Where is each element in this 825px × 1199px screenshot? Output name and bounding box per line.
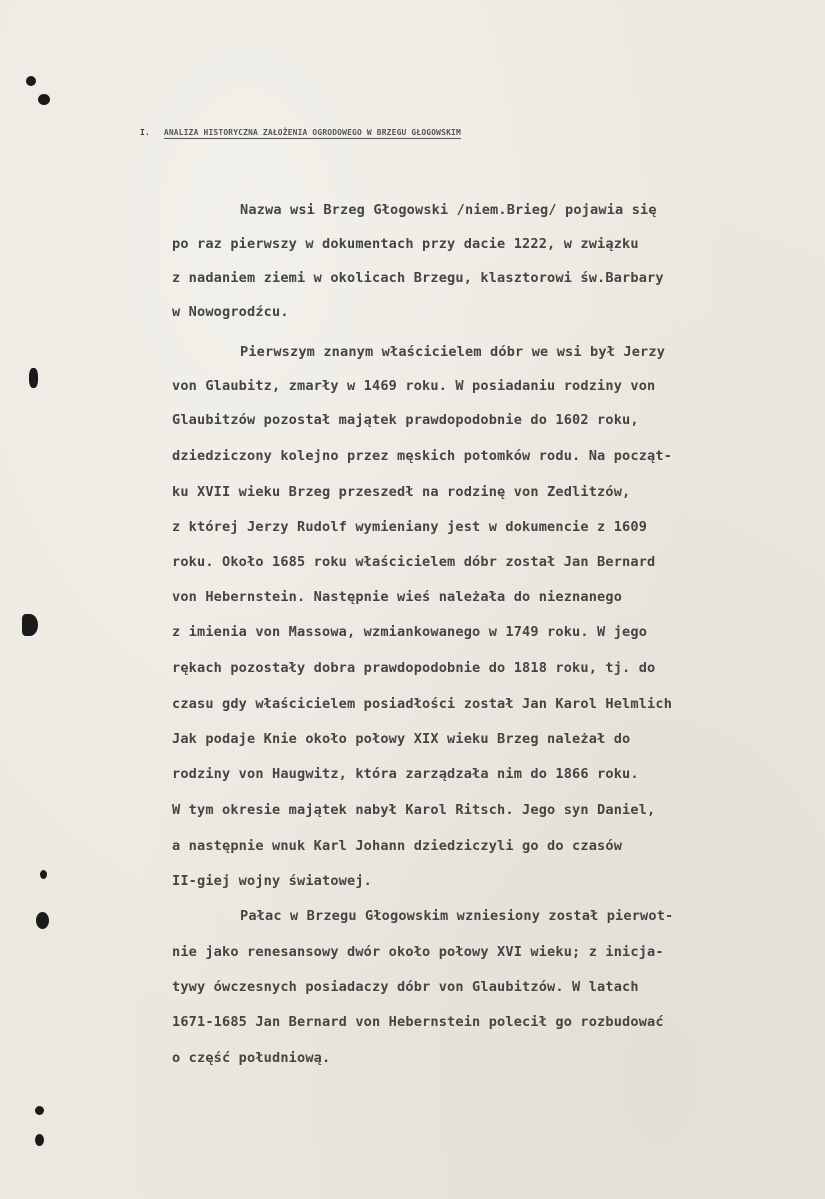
text-line: rękach pozostały dobra prawdopodobnie do 1818 roku, tj. do: [172, 660, 656, 676]
punch-hole-mark: [26, 76, 36, 86]
text-line: z której Jerzy Rudolf wymieniany jest w dokumencie z 1609: [172, 519, 648, 535]
text-line: II-giej wojny światowej.: [172, 873, 373, 889]
text-line: w Nowogrodźcu.: [172, 304, 289, 320]
text-line: rodziny von Haugwitz, która zarządzała nim do 1866 roku.: [172, 766, 639, 782]
text-line: z nadaniem ziemi w okolicach Brzegu, klasztorowi św.Barbary: [172, 270, 664, 286]
text-line: nie jako renesansowy dwór około połowy XVI wieku; z inicja-: [172, 944, 664, 960]
punch-hole-mark: [29, 368, 38, 388]
section-title: ANALIZA HISTORYCZNA ZAŁOŻENIA OGRODOWEGO W BRZEGU GŁOGOWSKIM: [163, 128, 461, 137]
punch-hole-mark: [22, 614, 38, 636]
text-line: von Hebernstein. Następnie wieś należała do nieznanego: [172, 589, 623, 605]
text-line: o część południową.: [172, 1050, 331, 1066]
text-line: tywy ówczesnych posiadaczy dóbr von Glaubitzów. W latach: [172, 979, 639, 995]
text-line: czasu gdy właścicielem posiadłości został Jan Karol Helmlich: [172, 696, 673, 712]
section-heading: [140, 128, 820, 137]
text-line: 1671-1685 Jan Bernard von Hebernstein polecił go rozbudować: [172, 1014, 664, 1030]
text-line: po raz pierwszy w dokumentach przy dacie 1222, w związku: [172, 236, 639, 252]
text-line: Jak podaje Knie około połowy XIX wieku Brzeg należał do: [172, 731, 631, 747]
text-line: z imienia von Massowa, wzmiankowanego w 1749 roku. W jego: [172, 624, 648, 640]
text-line: Nazwa wsi Brzeg Głogowski /niem.Brieg/ pojawia się: [240, 202, 657, 218]
text-line: a następnie wnuk Karl Johann dziedziczyli go do czasów: [172, 838, 623, 854]
punch-hole-mark: [36, 912, 49, 929]
punch-hole-mark: [35, 1106, 44, 1115]
punch-hole-mark: [38, 94, 50, 105]
punch-hole-mark: [35, 1134, 44, 1146]
text-line: Glaubitzów pozostał majątek prawdopodobnie do 1602 roku,: [172, 412, 639, 428]
text-line: Pałac w Brzegu Głogowskim wzniesiony został pierwot-: [240, 908, 674, 924]
text-line: dziedziczony kolejno przez męskich potomków rodu. Na począt-: [172, 448, 673, 464]
text-line: roku. Około 1685 roku właścicielem dóbr został Jan Bernard: [172, 554, 656, 570]
text-line: W tym okresie majątek nabył Karol Ritsch. Jego syn Daniel,: [172, 802, 656, 818]
text-line: von Glaubitz, zmarły w 1469 roku. W posiadaniu rodziny von: [172, 378, 656, 394]
text-line: Pierwszym znanym właścicielem dóbr we wsi był Jerzy: [240, 344, 666, 360]
punch-hole-mark: [40, 870, 47, 879]
text-line: ku XVII wieku Brzeg przeszedł na rodzinę von Zedlitzów,: [172, 484, 631, 500]
section-number: I.: [140, 128, 150, 137]
